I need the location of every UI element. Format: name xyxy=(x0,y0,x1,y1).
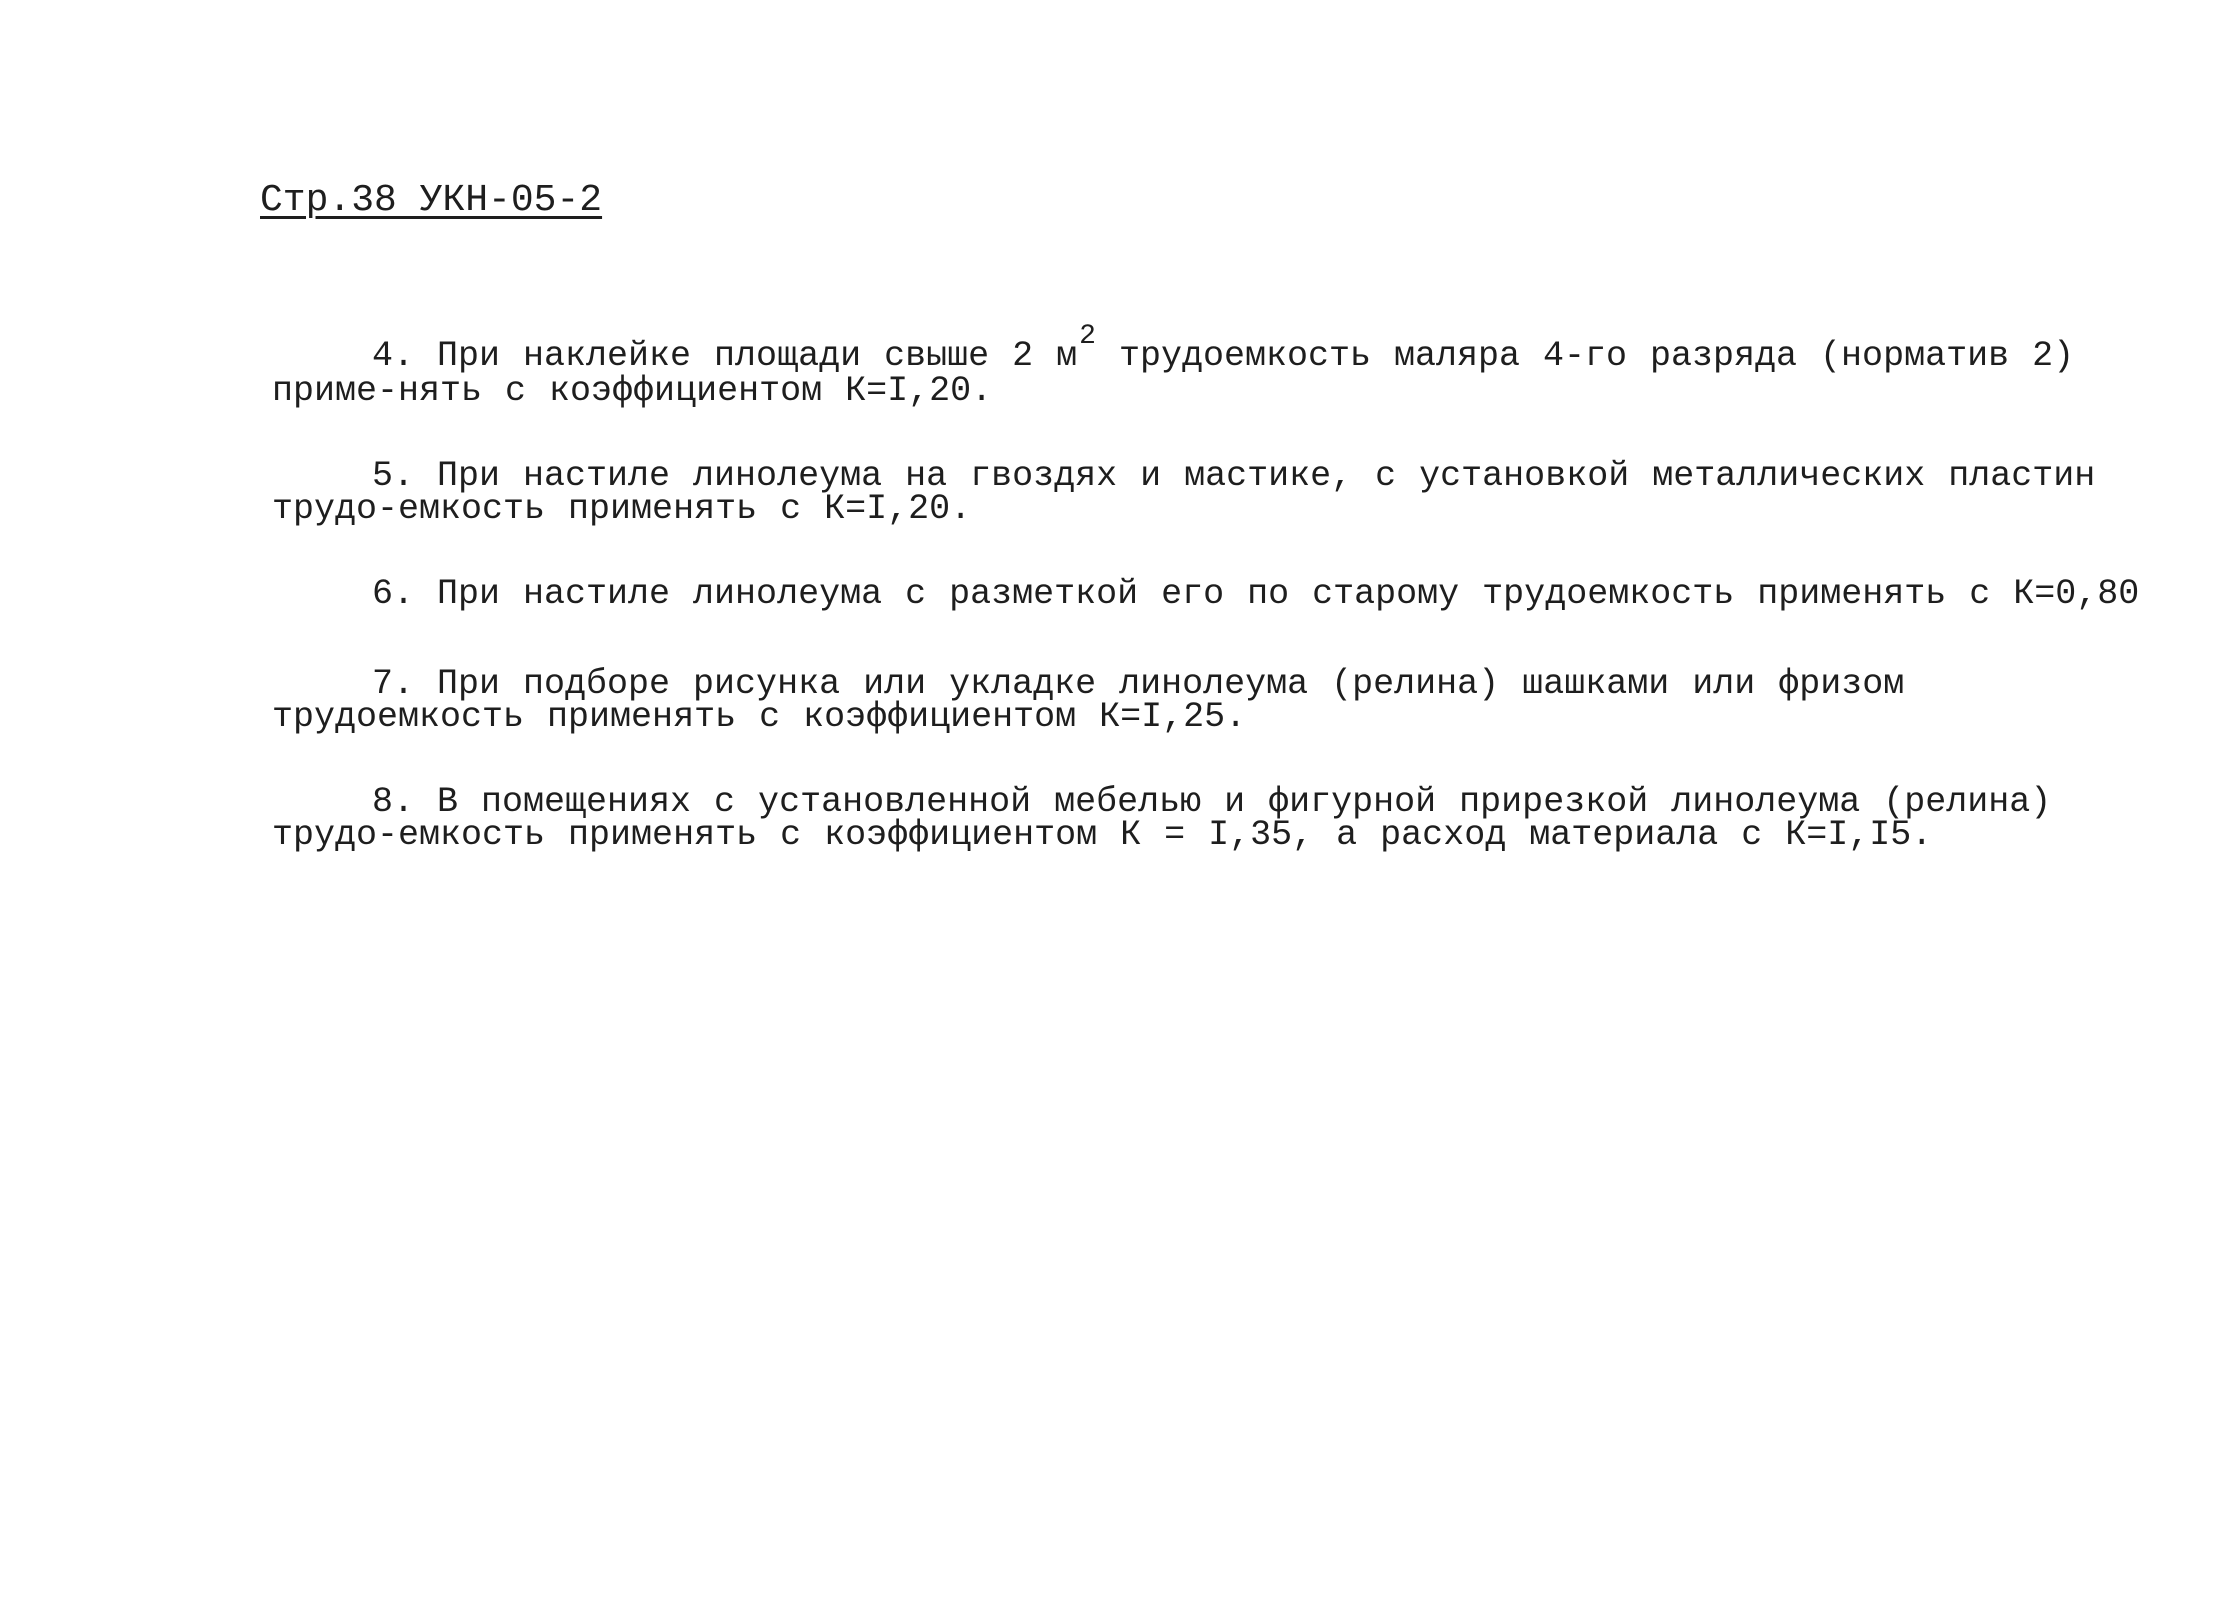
page-header: Стр.38 УКН-05-2 xyxy=(260,179,603,222)
paragraph-8: 8. В помещениях с установленной мебелью и фигурной прирезкой линолеума (релина) трудо-емкость применять с коэффициентом К = I,35, а расход материала с К=I,I5. xyxy=(272,782,2052,855)
paragraph-4 xyxy=(272,321,2172,411)
paragraph-4-text-part2: трудоемкость маляра 4-го разряда (норматив 2) приме-нять с коэффициентом К=I,20. xyxy=(272,336,2075,411)
superscript-exponent: 2 xyxy=(1079,321,1096,352)
paragraph-6: 6. При настиле линолеума с разметкой его по старому трудоемкость применять с К=0,80 xyxy=(372,574,2140,614)
document-body xyxy=(272,321,2172,904)
paragraph-5: 5. При настиле линолеума на гвоздях и мастике, с установкой металлических пластин трудо-емкость применять с К=I,20. xyxy=(272,456,2096,529)
paragraph-4-text-part1: 4. При наклейке площади свыше 2 м xyxy=(372,336,1078,376)
paragraph-7: 7. При подборе рисунка или укладке линолеума (релина) шашками или фризом трудоемкость применять с коэффициентом К=I,25. xyxy=(272,664,1905,737)
